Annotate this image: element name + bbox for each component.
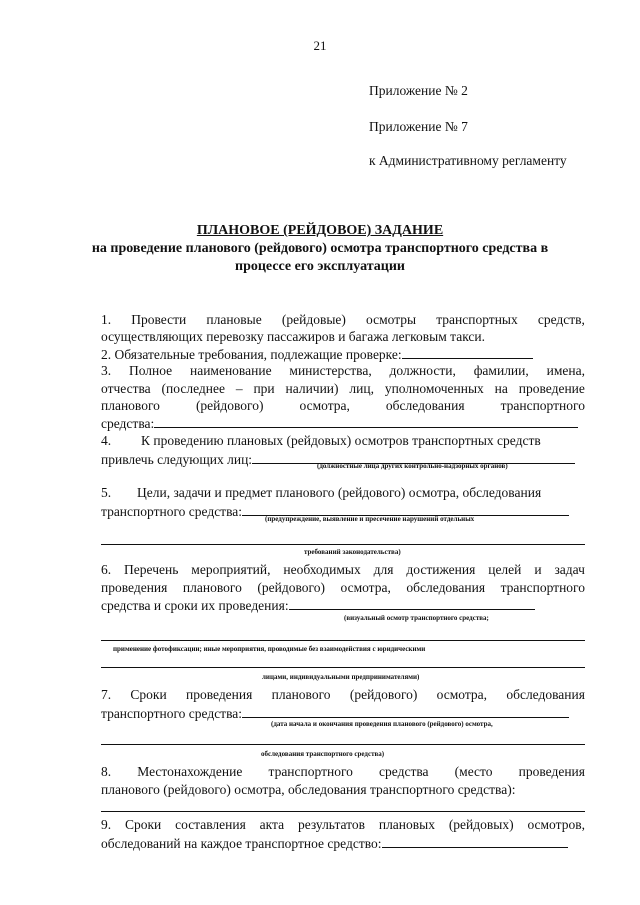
document-title: ПЛАНОВОЕ (РЕЙДОВОЕ) ЗАДАНИЕ <box>196 223 444 238</box>
item-6-rule-1 <box>101 640 585 641</box>
word: для <box>373 562 394 577</box>
word: акта <box>259 817 285 832</box>
word: Провести <box>131 312 187 327</box>
item-3-line-3 <box>101 398 585 414</box>
item-3-line-2 <box>101 381 585 397</box>
word: на <box>494 381 508 396</box>
item-7-note-2: обследования транспортного средства) <box>261 750 385 758</box>
word: обследования <box>406 580 486 595</box>
page-number: 21 <box>313 38 327 53</box>
item-2-line-1 <box>101 346 533 363</box>
word: (последнее <box>161 381 225 396</box>
document-subtitle-2: процессе его эксплуатации <box>235 259 405 274</box>
word: проведение <box>518 381 585 396</box>
word: необходимых <box>283 562 361 577</box>
item-6-line-2 <box>101 580 585 596</box>
item-6-rule-2 <box>101 667 585 668</box>
word: планового <box>271 687 331 702</box>
item-4-label: привлечь следующих лиц: <box>101 452 253 467</box>
word: лиц, <box>349 381 374 396</box>
word: осмотров, <box>527 817 585 832</box>
word: обследования <box>385 398 465 413</box>
word: Сроки <box>130 687 167 702</box>
word: наличии) <box>285 381 339 396</box>
word: Сроки <box>124 817 162 832</box>
item-5-rule <box>101 544 585 545</box>
item-4-line-1 <box>101 433 585 449</box>
word: отчества <box>101 381 151 396</box>
item-4-text: К проведению плановых (рейдовых) осмотров транспортных средств <box>141 433 541 448</box>
word: целей <box>488 562 522 577</box>
word: фамилии, <box>473 363 529 378</box>
item-6-blank <box>289 597 535 610</box>
item-9-blank <box>382 835 568 848</box>
item-9-label: обследований на каждое транспортное средство: <box>101 836 382 851</box>
word: (рейдовые) <box>281 312 346 327</box>
word: имена, <box>546 363 585 378</box>
word: достижения <box>406 562 476 577</box>
word: средства <box>379 764 429 779</box>
word: транспортных <box>436 312 518 327</box>
word: осмотра, <box>436 687 488 702</box>
item-5-label: транспортного средства: <box>101 504 243 519</box>
word: 3. <box>101 363 112 378</box>
word: проведения <box>518 764 585 779</box>
word: министерства, <box>289 363 372 378</box>
word: 6. <box>101 562 112 577</box>
item-3-label: средства: <box>101 416 155 431</box>
word: планового <box>182 580 242 595</box>
item-6-label: средства и сроки их проведения: <box>101 598 289 613</box>
item-9-line-2 <box>101 835 568 852</box>
word: транспортного <box>268 764 353 779</box>
word: и <box>534 562 542 577</box>
word: (рейдовых) <box>448 817 514 832</box>
word: составления <box>175 817 246 832</box>
item-6-line-1 <box>101 562 585 578</box>
word: проведения <box>101 580 168 595</box>
item-5-note-2: требований законодательства) <box>304 548 401 556</box>
item-6-note-2: применение фотофиксации; иные мероприятия, проводимые без взаимодействия с юридическими <box>113 645 426 653</box>
appendix-line-1: Приложение № 2 <box>369 83 468 98</box>
word: осмотры <box>366 312 417 327</box>
word: планового <box>101 398 160 413</box>
word: плановые <box>206 312 262 327</box>
word: (место <box>454 764 493 779</box>
item-5-number: 5. <box>101 485 112 500</box>
word: осмотра, <box>340 580 391 595</box>
word: Полное <box>128 363 173 378</box>
word: (рейдового) <box>257 580 325 595</box>
item-9-line-1 <box>101 817 585 833</box>
item-6-note-1: (визуальный осмотр транспортного средства; <box>344 614 489 622</box>
item-6-note-3: лицами, индивидуальными предпринимателями) <box>262 673 420 681</box>
word: плановых <box>378 817 435 832</box>
word: проведения <box>185 687 253 702</box>
appendix-line-3: к Административному регламенту <box>369 153 567 168</box>
word: – <box>235 381 243 396</box>
word: должности, <box>389 363 456 378</box>
item-5-line-1 <box>101 485 585 501</box>
word: 7. <box>101 687 112 702</box>
document-subtitle-1: на проведение планового (рейдового) осмотра транспортного средства в <box>91 241 549 256</box>
word: 1. <box>101 312 112 327</box>
word: Перечень <box>124 562 179 577</box>
word: 8. <box>101 764 112 779</box>
word: уполномоченных <box>384 381 484 396</box>
item-8-rule <box>101 811 585 812</box>
item-1-line-2: осуществляющих перевозку пассажиров и багажа легковым такси. <box>101 329 486 344</box>
item-7-rule <box>101 744 585 745</box>
item-6-line-3 <box>101 597 535 614</box>
item-7-blank <box>242 705 569 718</box>
item-5-text: Цели, задачи и предмет планового (рейдового) осмотра, обследования <box>137 485 542 500</box>
item-3-line-4 <box>101 415 578 432</box>
item-7-note-1: (дата начала и окончания проведения планового (рейдового) осмотра, <box>271 720 493 728</box>
item-8-line-1 <box>101 764 585 780</box>
word: транспортного <box>500 580 585 595</box>
item-4-number: 4. <box>101 433 112 448</box>
word: транспортного <box>500 398 585 413</box>
item-8-line-2: планового (рейдового) осмотра, обследования транспортного средства): <box>101 782 516 797</box>
word: средств, <box>537 312 585 327</box>
item-3-blank <box>154 415 578 428</box>
word: результатов <box>297 817 365 832</box>
word: задач <box>554 562 585 577</box>
word: обследования <box>506 687 585 702</box>
item-1-line-1 <box>101 312 585 328</box>
item-2-blank <box>402 346 533 359</box>
word: мероприятий, <box>191 562 271 577</box>
word: Местонахождение <box>137 764 243 779</box>
item-7-label: транспортного средства: <box>101 706 243 721</box>
word: осмотра, <box>299 398 350 413</box>
appendix-line-2: Приложение № 7 <box>369 119 468 134</box>
word: наименование <box>189 363 272 378</box>
item-7-line-1 <box>101 687 585 703</box>
item-4-note: (должностные лица других контрольно-надзорных органов) <box>317 462 508 470</box>
word: 9. <box>101 817 112 832</box>
word: (рейдового) <box>349 687 418 702</box>
item-2-text: 2. Обязательные требования, подлежащие проверке: <box>101 347 402 362</box>
word: при <box>253 381 275 396</box>
word: (рейдового) <box>195 398 264 413</box>
item-3-line-1 <box>101 363 585 379</box>
item-5-note-1: (предупреждение, выявление и пресечение нарушений отдельных <box>265 515 475 523</box>
